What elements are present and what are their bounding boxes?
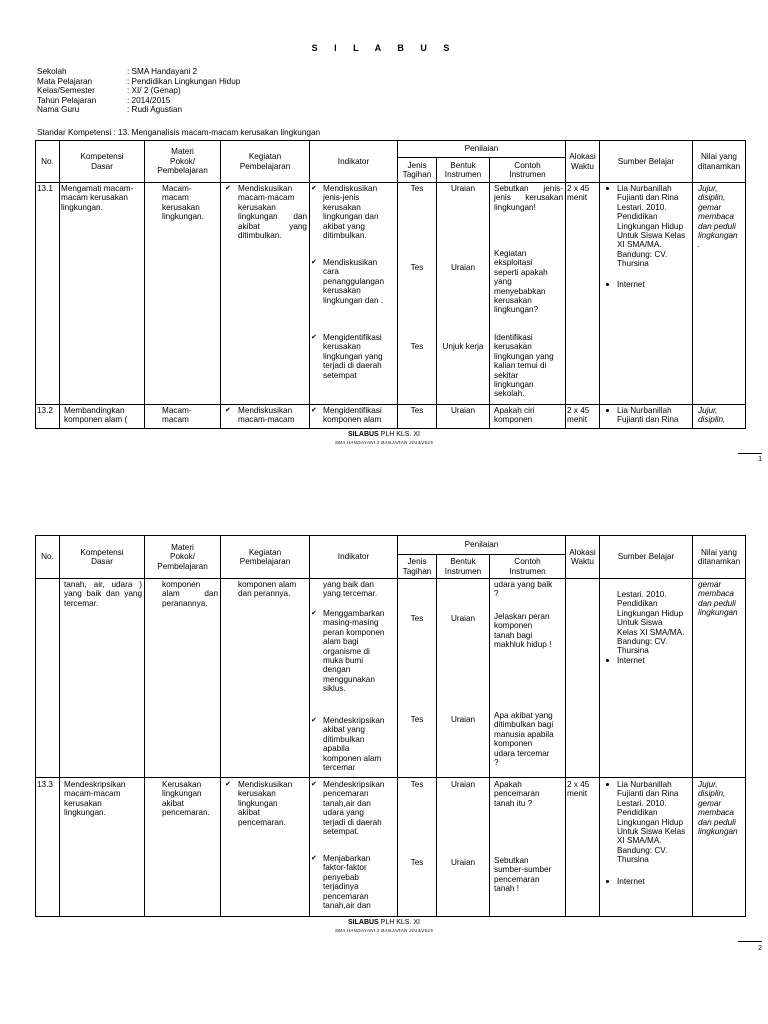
checkmark-bullet-icon: ✔ <box>311 185 317 192</box>
kompetensi-dasar-cell: Mendeskripsikan macam-macam kerusakan lingkungan. <box>64 780 126 818</box>
sumber-belajar-cell: Lia Nurbanillah Fujianti dan Rina Lestari. 2010. Pendidikan Lingkungan Hidup Untuk Siswa Kelas XI SMA/MA. Bandung: CV. Thursina <box>617 780 686 865</box>
jenis-tagihan-cell: Tes <box>410 780 424 789</box>
contoh-instrumen-cell: Apakah ciri komponen <box>494 406 535 425</box>
contoh-instrumen-cell: udara yang baik ? <box>494 580 553 599</box>
header-kegiatan: Kegiatan Pembelajaran <box>239 547 291 566</box>
sumber-belajar-internet: Internet <box>617 656 645 665</box>
indikator-cell: Mendiskusikan jenis-jenis kerusakan lingkungan dan akibat yang ditimbulkan. <box>323 184 379 241</box>
materi-cell: Macam- macam kerusakan lingkungan. <box>162 184 204 222</box>
row-number: 13.3 <box>37 780 53 789</box>
footer-title: SILABUS PLH KLS. XI <box>348 431 420 438</box>
contoh-instrumen-cell: Jelaskan peran komponen tanah bagi makhluk hidup ! <box>494 612 552 650</box>
header-bentuk-instrumen: Bentuk Instrumen <box>444 160 482 179</box>
jenis-tagihan-cell: Tes <box>410 184 424 193</box>
sumber-belajar-internet: Internet <box>617 280 645 289</box>
jenis-tagihan-cell: Tes <box>410 715 424 724</box>
bentuk-instrumen-cell: Uraian <box>450 184 476 193</box>
contoh-instrumen-cell: Apakah pencemaran tanah itu ? <box>494 780 540 808</box>
page-number: 2 <box>758 945 762 952</box>
bentuk-instrumen-cell: Uraian <box>450 715 476 724</box>
bullet-dot-icon <box>606 283 609 286</box>
header-no: No. <box>41 552 54 562</box>
sumber-belajar-cell: Lia Nurbanillah Fujianti dan Rina <box>617 406 679 425</box>
contoh-instrumen-cell: Identifikasi kerusakan lingkungan yang kalian temui di sekitar lingkungan sekolah. <box>494 333 554 399</box>
header-kegiatan: Kegiatan Pembelajaran <box>239 152 291 171</box>
checkmark-bullet-icon: ✔ <box>311 610 317 617</box>
header-alokasi-waktu: Alokasi Waktu <box>569 547 596 566</box>
bentuk-instrumen-cell: Uraian <box>450 614 476 623</box>
nilai-cell: gemar membaca dan peduli lingkungan <box>698 580 738 618</box>
alokasi-waktu-cell: 2 x 45 menit <box>567 406 590 425</box>
header-kompetensi-dasar: Kompetensi Dasar <box>80 547 124 566</box>
contoh-instrumen-cell: Sebutkan jenis-jenis kerusakan lingkungan! <box>494 184 563 212</box>
checkmark-bullet-icon: ✔ <box>311 855 317 862</box>
jenis-tagihan-cell: Tes <box>410 858 424 867</box>
indikator-cell: yang baik dan yang tercemar. <box>323 580 378 599</box>
page-number-rule <box>738 941 762 942</box>
indikator-cell: Menjabarkan faktor-faktor penyebab terjadinya pencemaran tanah,air dan <box>323 854 371 911</box>
kompetensi-dasar-cell: Mengamati macam- macam kerusakan lingkungan. <box>61 184 134 212</box>
header-sumber-belajar: Sumber Belajar <box>617 552 675 562</box>
page-number-rule <box>738 453 762 454</box>
info-sekolah: Sekolah : SMA Handayani 2 <box>37 67 198 76</box>
info-mata-pelajaran: Mata Pelajaran : Pendidikan Lingkungan Hidup <box>37 76 241 86</box>
bentuk-instrumen-cell: Uraian <box>450 263 476 272</box>
header-jenis-tagihan: Jenis Tagihan <box>402 557 432 576</box>
kegiatan-cell: komponen alam dan perannya. <box>238 580 297 599</box>
checkmark-bullet-icon: ✔ <box>225 407 231 414</box>
checkmark-bullet-icon: ✔ <box>311 259 317 266</box>
kompetensi-dasar-cell: tanah, air, udara ) yang baik dan yang tercemar. <box>64 580 142 608</box>
sumber-belajar-cell: Lestari. 2010. Pendidikan Lingkungan Hidup Untuk Siswa Kelas XI SMA/MA. Bandung: CV. Thursina <box>617 590 685 656</box>
footer-title: SILABUS PLH KLS. XI <box>348 919 420 926</box>
header-materi: Materi Pokok/ Pembelajaran <box>157 542 208 571</box>
bentuk-instrumen-cell: Uraian <box>450 858 476 867</box>
info-kelas-semester: Kelas/Semester : XI/ 2 (Genap) <box>37 86 181 96</box>
jenis-tagihan-cell: Tes <box>410 263 424 272</box>
nilai-cell: Jujur, disiplin, <box>698 406 726 425</box>
page-number: 1 <box>758 456 762 463</box>
jenis-tagihan-cell: Tes <box>410 406 424 415</box>
jenis-tagihan-cell: Tes <box>410 614 424 623</box>
checkmark-bullet-icon: ✔ <box>311 407 317 414</box>
header-nilai: Nilai yang ditanamkan <box>697 547 741 566</box>
header-nilai: Nilai yang ditanamkan <box>697 152 741 171</box>
info-tahun-pelajaran: Tahun Pelajaran : 2014/2015 <box>37 95 171 105</box>
header-jenis-tagihan: Jenis Tagihan <box>402 160 432 179</box>
bullet-dot-icon <box>606 880 609 883</box>
checkmark-bullet-icon: ✔ <box>311 717 317 724</box>
alokasi-waktu-cell: 2 x 45 menit <box>567 184 590 203</box>
header-no: No. <box>41 156 54 166</box>
bentuk-instrumen-cell: Uraian <box>450 780 476 789</box>
nilai-cell: Jujur, disiplin, gemar membaca dan peduli lingkungan . <box>698 184 738 250</box>
indikator-cell: Mengidentifikasi kerusakan lingkungan yang terjadi di daerah setempat <box>323 333 383 380</box>
indikator-cell: Mendiskusikan cara penanggulangan kerusakan lingkungan dan . <box>323 258 385 305</box>
kegiatan-cell: Mendiskusikan macam-macam <box>238 406 295 425</box>
header-penilaian: Penilaian <box>464 540 499 550</box>
kegiatan-cell: Mendiskusikan macam-macam kerusakan lingkungan dan akibat yang ditimbulkan. <box>238 184 307 241</box>
sumber-belajar-cell: Lia Nurbanillah Fujianti dan Rina Lestari. 2010. Pendidikan Lingkungan Hidup Untuk Siswa Kelas XI SMA/MA. Bandung: CV. Thursina <box>617 184 686 269</box>
header-sumber-belajar: Sumber Belajar <box>617 156 675 166</box>
checkmark-bullet-icon: ✔ <box>225 185 231 192</box>
contoh-instrumen-cell: Apa akibat yang ditimbulkan bagi manusia apabila komponen udara tercemar ? <box>494 711 554 768</box>
header-indikator: Indikator <box>337 156 370 166</box>
header-bentuk-instrumen: Bentuk Instrumen <box>444 557 482 576</box>
info-nama-guru: Nama Guru : Rudi Agustian <box>37 105 183 115</box>
indikator-cell: Mendeskripsikan pencemaran tanah,air dan udara yang terjadi di daerah setempat. <box>323 780 385 837</box>
document-info <box>37 67 240 115</box>
checkmark-bullet-icon: ✔ <box>311 781 317 788</box>
document-title: S I L A B U S <box>311 43 457 53</box>
indikator-cell: Mengidentifikasi komponen alam <box>323 406 382 425</box>
header-contoh-instrumen: Contoh Instrumen <box>509 160 546 179</box>
header-materi: Materi Pokok/ Pembelajaran <box>157 147 208 176</box>
jenis-tagihan-cell: Tes <box>410 342 424 351</box>
header-kompetensi-dasar: Kompetensi Dasar <box>80 152 124 171</box>
row-number: 13.1 <box>37 184 53 193</box>
bentuk-instrumen-cell: Unjuk kerja <box>442 342 484 351</box>
materi-cell: Kerusakan lingkungan akibat pencemaran. <box>162 780 210 818</box>
standar-kompetensi: Standar Kompetensi : 13. Menganalisis macam-macam kerusakan lingkungan <box>37 128 321 137</box>
footer-school: SMA HANDAYANI 2 BANJARAN 2014/2015 <box>334 928 434 933</box>
header-contoh-instrumen: Contoh Instrumen <box>509 557 546 576</box>
footer-school: SMA HANDAYANI 2 BANJARAN 2014/2015 <box>334 440 434 445</box>
bullet-dot-icon <box>606 783 609 786</box>
nilai-cell: Jujur, disiplin, gemar membaca dan peduli lingkungan <box>698 780 738 837</box>
header-indikator: Indikator <box>337 552 370 562</box>
header-alokasi-waktu: Alokasi Waktu <box>569 152 596 171</box>
bullet-dot-icon <box>606 409 609 412</box>
header-penilaian: Penilaian <box>464 144 499 154</box>
kegiatan-cell: Mendiskusikan kerusakan lingkungan akibat pencemaran. <box>238 780 293 827</box>
alokasi-waktu-cell: 2 x 45 menit <box>567 780 590 799</box>
materi-cell: komponen alam dan peranannya. <box>162 580 218 608</box>
kompetensi-dasar-cell: Membandingkan komponen alam ( <box>64 406 128 425</box>
indikator-cell: Menggambarkan masing-masing peran komponen alam bagi organisme di muka bumi dengan menggunakan siklus. <box>323 609 385 694</box>
checkmark-bullet-icon: ✔ <box>225 781 231 788</box>
bullet-dot-icon <box>606 659 609 662</box>
row-number: 13.2 <box>37 406 53 415</box>
materi-cell: Macam- macam <box>162 406 192 425</box>
checkmark-bullet-icon: ✔ <box>311 334 317 341</box>
sumber-belajar-internet: Internet <box>617 877 645 886</box>
bentuk-instrumen-cell: Uraian <box>450 406 476 415</box>
contoh-instrumen-cell: Sebutkan sumber-sumber pencemaran tanah ! <box>494 856 552 894</box>
contoh-instrumen-cell: Kegiatan eksploitasi seperti apakah yang menyebabkan kerusakan lingkungan? <box>494 249 548 315</box>
indikator-cell: Mendeskripsikan akibat yang ditimbulkan apabila komponen alam tercemar <box>323 716 385 773</box>
bullet-dot-icon <box>606 187 609 190</box>
